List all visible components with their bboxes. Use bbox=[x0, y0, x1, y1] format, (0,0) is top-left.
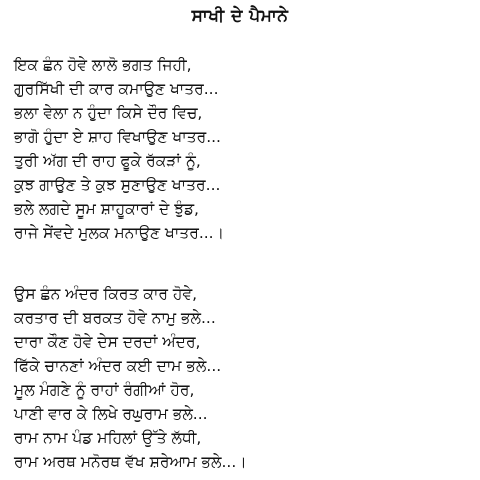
poem-line: ਰਾਮ ਨਾਮ ਪੰਡ ਮਹਿਲਾਂ ਉੱਤੇ ਲੱਧੀ, bbox=[14, 429, 202, 447]
poem-line: ਰਾਮ ਅਰਥ ਮਨੋਰਥ ਵੱਖ ਸ਼ਰੇਆਮ ਭਲੇ...। bbox=[14, 453, 247, 471]
poem-line: ਮੂਲ ਮੰਗਣੇ ਨੂੰ ਰਾਹਾਂ ਰੰਗੀਆਂ ਹੋਰ, bbox=[14, 381, 195, 399]
poem-line: ਪਾਣੀ ਵਾਰ ਕੇ ਲਿਖੇ ਰਘੁਰਾਮ ਭਲੇ... bbox=[14, 405, 208, 423]
poem-line: ਉਸ ਛੰਨ ਅੰਦਰ ਕਿਰਤ ਕਾਰ ਹੋਵੇ, bbox=[14, 285, 198, 303]
poem-line: ਇਕ ਛੰਨ ਹੋਵੇ ਲਾਲੋ ਭਗਤ ਜਿਹੀ, bbox=[14, 56, 192, 74]
poem-line: ਭਾਗੋ ਹੁੰਦਾ ਏ ਸ਼ਾਹ ਵਿਖਾਉਣ ਖਾਤਰ... bbox=[14, 128, 221, 146]
poem-stanza-2 bbox=[14, 282, 474, 474]
poem-line: ਗੁਰਸਿੱਖੀ ਦੀ ਕਾਰ ਕਮਾਉਣ ਖਾਤਰ... bbox=[14, 80, 219, 98]
poem-line: ਤੁਰੀ ਅੱਗ ਦੀ ਰਾਹ ਫੂਕੇ ਰੱਕੜਾਂ ਨੂੰ, bbox=[14, 152, 201, 170]
poem-line: ਭਲਾ ਵੇਲਾ ਨ ਹੁੰਦਾ ਕਿਸੇ ਦੌਰ ਵਿਚ, bbox=[14, 104, 203, 122]
poem-line: ਫਿੱਕੇ ਚਾਨਣਾਂ ਅੰਦਰ ਕਈ ਦਾਮ ਭਲੇ... bbox=[14, 357, 222, 375]
poem-line: ਕਰਤਾਰ ਦੀ ਬਰਕਤ ਹੋਵੇ ਨਾਮੁ ਭਲੇ... bbox=[14, 309, 216, 327]
poem-line: ਦਾਰਾ ਕੌਣ ਹੋਵੇ ਦੇਸ ਦਰਦਾਂ ਅੰਦਰ, bbox=[14, 333, 201, 351]
poem-stanza-1 bbox=[14, 53, 474, 245]
poem-line: ਰਾਜੇ ਸੇਂਵਦੇ ਮੁਲਕ ਮਨਾਉਣ ਖਾਤਰ...। bbox=[14, 224, 225, 242]
poem-line: ਭਲੇ ਲਗਦੇ ਸੂਮ ਸ਼ਾਹੂਕਾਰਾਂ ਦੇ ਝੁੰਡ, bbox=[14, 200, 199, 218]
poem-title: ਸਾਖੀ ਦੇ ਪੈਮਾਨੇ bbox=[191, 6, 289, 26]
poem-line: ਕੁਝ ਗਾਉਣ ਤੇ ਕੁਝ ਸੁਣਾਉਣ ਖਾਤਰ... bbox=[14, 176, 221, 194]
